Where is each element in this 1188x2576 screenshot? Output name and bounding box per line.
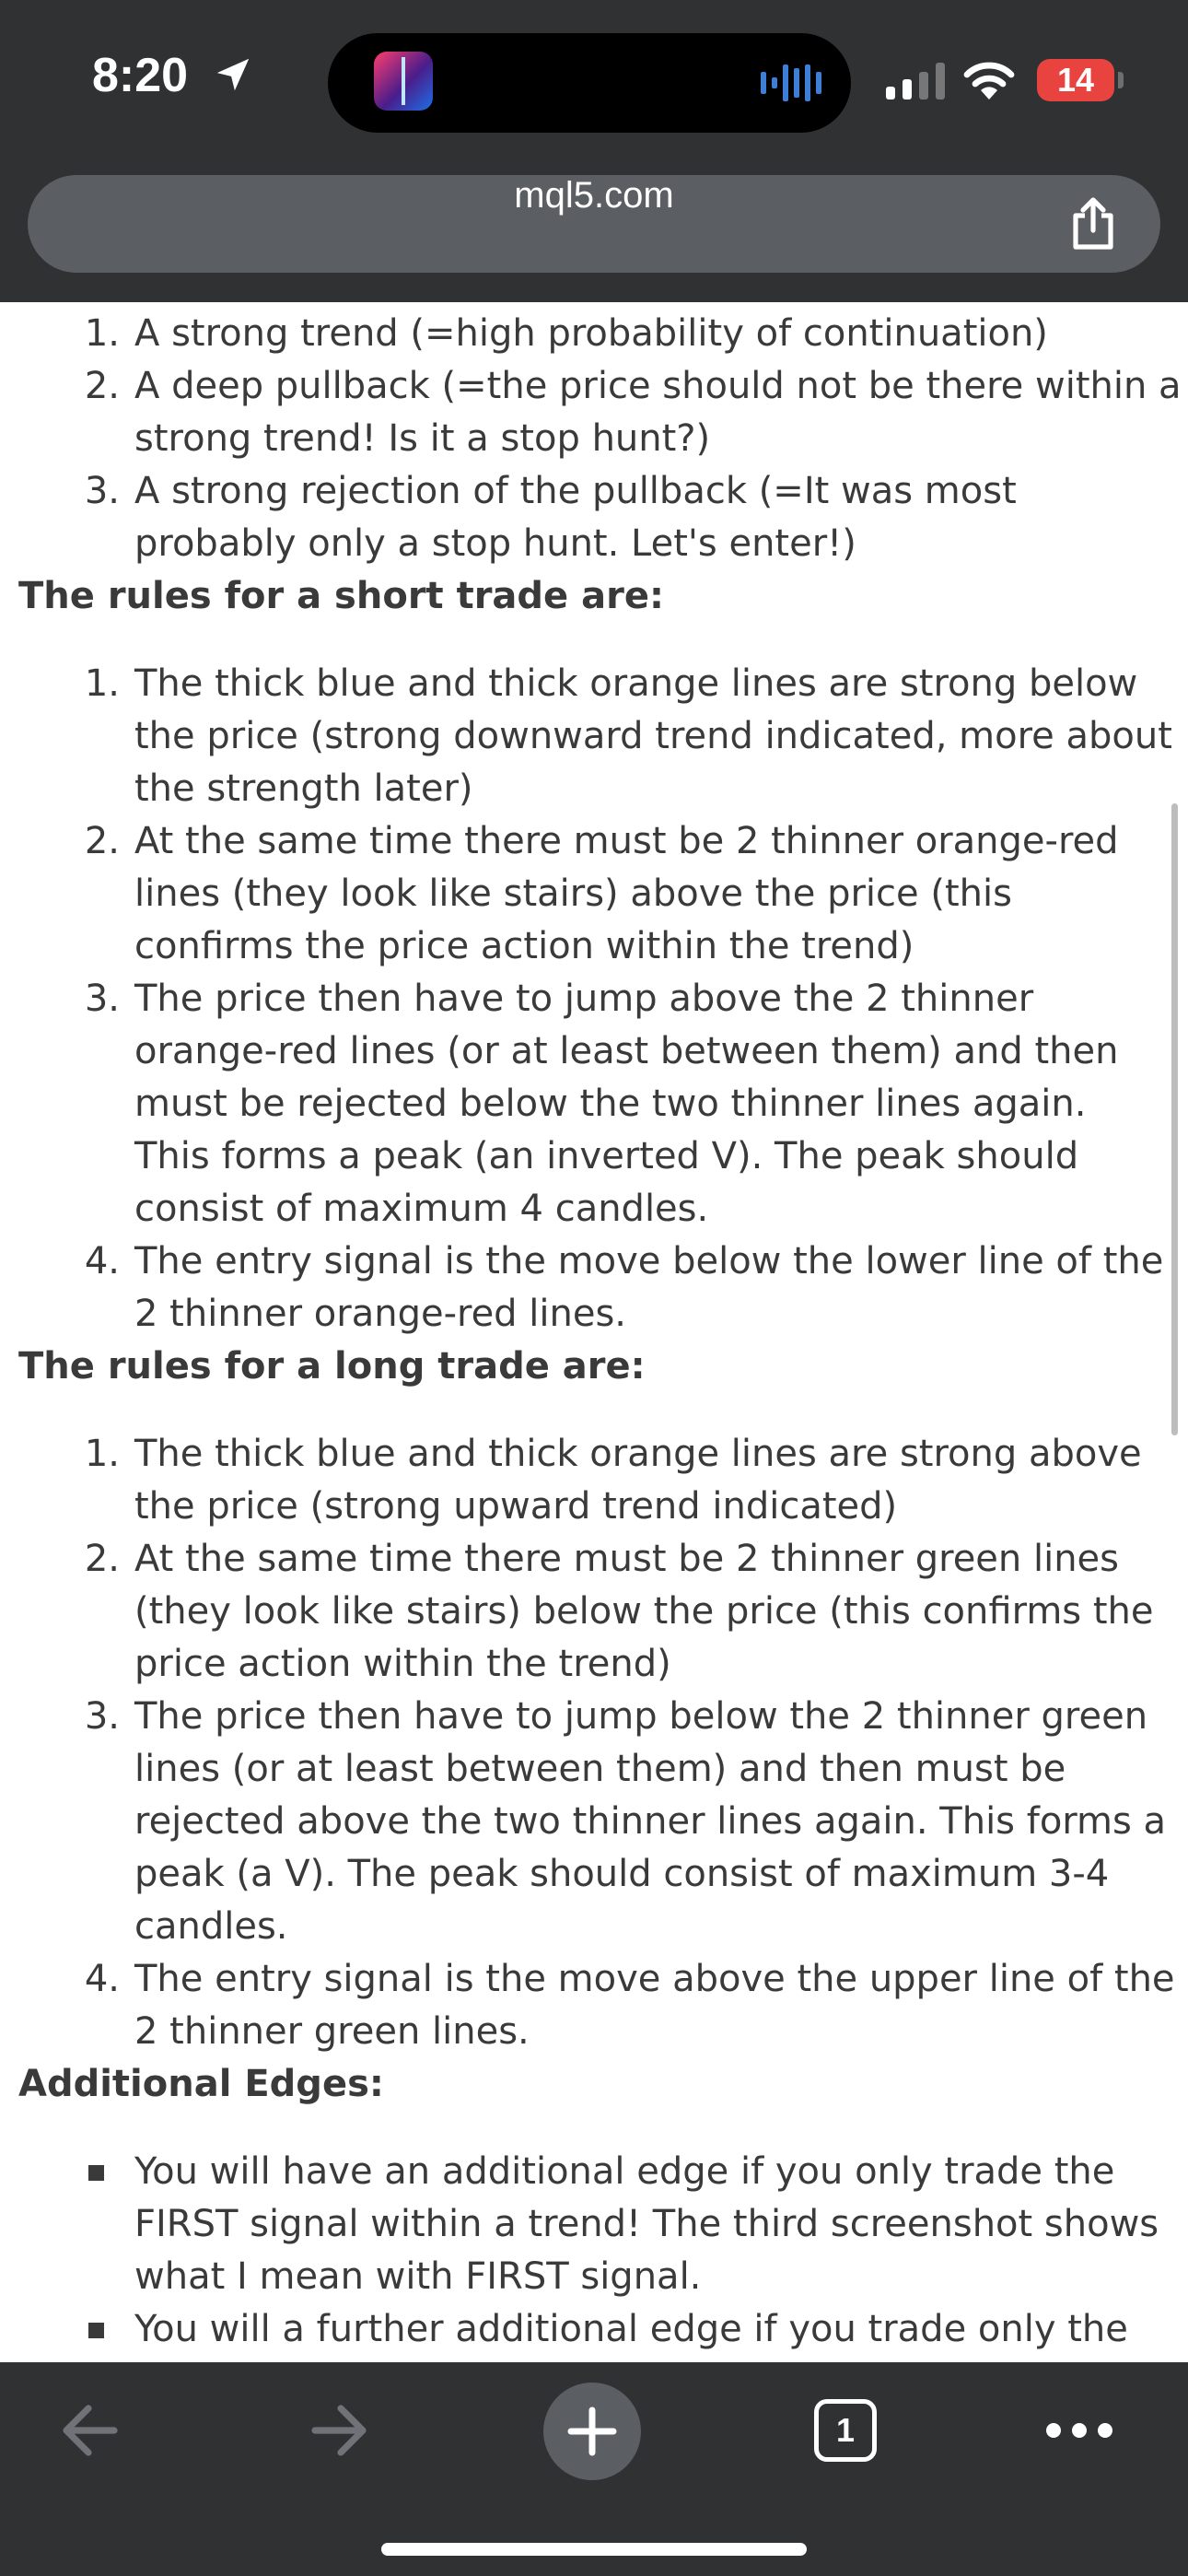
list-item-text: candles. (134, 1905, 288, 1948)
list-item-text: The entry signal is the move above the upper line of the (134, 1958, 1175, 2000)
section-heading-long-trade: The rules for a long trade are: (18, 1345, 646, 1388)
bullet-item-text: You will a further additional edge if you trade only the (134, 2308, 1128, 2350)
list-item-number: 3. (84, 1695, 120, 1738)
list-item-text: confirms the price action within the trend) (134, 925, 914, 967)
list-item-text: The entry signal is the move below the lower line of the (134, 1240, 1164, 1282)
list-item-text: The price then have to jump below the 2 thinner green (134, 1695, 1148, 1738)
list-item-number: 4. (84, 1958, 120, 2000)
list-item-number: 3. (84, 470, 120, 512)
list-item-text: lines (they look like stairs) above the price (this (134, 872, 1012, 915)
back-arrow-icon[interactable] (52, 2394, 125, 2467)
list-item-number: 1. (84, 1433, 120, 1475)
audio-wave-icon (761, 61, 825, 105)
list-item-text: 2 thinner orange-red lines. (134, 1293, 627, 1335)
home-indicator (381, 2543, 807, 2556)
forward-arrow-icon[interactable] (304, 2394, 378, 2467)
url-text[interactable]: mql5.com (514, 175, 674, 216)
list-item-text: the strength later) (134, 767, 473, 810)
location-arrow-icon (212, 53, 254, 96)
list-item-text: The price then have to jump above the 2 thinner (134, 978, 1034, 1020)
address-bar[interactable] (28, 175, 1160, 273)
list-item-text: orange-red lines (or at least between them) and then (134, 1030, 1119, 1072)
list-item-text: The thick blue and thick orange lines are strong below (134, 662, 1138, 705)
list-item-text: At the same time there must be 2 thinner green lines (134, 1538, 1120, 1580)
list-item-text: peak (a V). The peak should consist of maximum 3-4 (134, 1853, 1110, 1895)
list-item-text: A strong rejection of the pullback (=It was most (134, 470, 1017, 512)
list-item-text: At the same time there must be 2 thinner orange-red (134, 820, 1119, 862)
bullet-item-text: what I mean with FIRST signal. (134, 2255, 702, 2298)
share-icon[interactable] (1068, 197, 1118, 251)
browser-bottom-toolbar (0, 2362, 1188, 2576)
article-content (0, 302, 1188, 2362)
battery-cap (1118, 72, 1124, 88)
browser-top-bar (0, 0, 1188, 302)
list-item-text: A deep pullback (=the price should not be there within a (134, 365, 1182, 407)
plus-icon (543, 2383, 641, 2480)
now-playing-app-icon (374, 52, 433, 111)
list-item-number: 2. (84, 365, 120, 407)
list-item-text: strong trend! Is it a stop hunt?) (134, 417, 711, 460)
list-item-text: must be rejected below the two thinner lines again. (134, 1083, 1087, 1125)
section-heading-short-trade: The rules for a short trade are: (18, 575, 664, 617)
list-item-text: A strong trend (=high probability of continuation) (134, 312, 1048, 355)
list-item-text: (they look like stairs) below the price (this confirms the (134, 1590, 1154, 1633)
wifi-icon (961, 57, 1017, 100)
cellular-signal-icon (886, 63, 945, 100)
scrollbar-thumb[interactable] (1171, 803, 1178, 1435)
list-item-number: 1. (84, 662, 120, 705)
status-time: 8:20 (92, 49, 189, 102)
list-item-text: the price (strong downward trend indicated, more about (134, 715, 1172, 757)
list-item-text: price action within the trend) (134, 1643, 671, 1685)
more-dots-icon[interactable] (1042, 2414, 1116, 2447)
tab-count-button[interactable]: 1 (814, 2399, 877, 2462)
bullet-item-text: FIRST signal within a trend! The third screenshot shows (134, 2203, 1159, 2245)
list-item-text: The thick blue and thick orange lines are strong above (134, 1433, 1142, 1475)
list-item-number: 3. (84, 978, 120, 1020)
list-item-number: 1. (84, 312, 120, 355)
list-item-number: 2. (84, 820, 120, 862)
list-item-text: probably only a stop hunt. Let's enter!) (134, 522, 856, 565)
bullet-marker (88, 2323, 104, 2338)
bullet-marker (88, 2165, 104, 2181)
list-item-number: 4. (84, 1240, 120, 1282)
section-heading-additional-edges: Additional Edges: (18, 2063, 384, 2105)
new-tab-button[interactable] (543, 2383, 641, 2480)
dynamic-island (328, 33, 851, 133)
battery-indicator: 14 (1037, 59, 1114, 101)
list-item-number: 2. (84, 1538, 120, 1580)
bullet-item-text: You will have an additional edge if you only trade the (134, 2150, 1115, 2193)
list-item-text: 2 thinner green lines. (134, 2010, 530, 2053)
list-item-text: the price (strong upward trend indicated) (134, 1485, 898, 1528)
list-item-text: lines (or at least between them) and then must be (134, 1748, 1066, 1790)
list-item-text: This forms a peak (an inverted V). The peak should (134, 1135, 1079, 1177)
list-item-text: consist of maximum 4 candles. (134, 1188, 709, 1230)
list-item-text: rejected above the two thinner lines again. This forms a (134, 1800, 1167, 1843)
